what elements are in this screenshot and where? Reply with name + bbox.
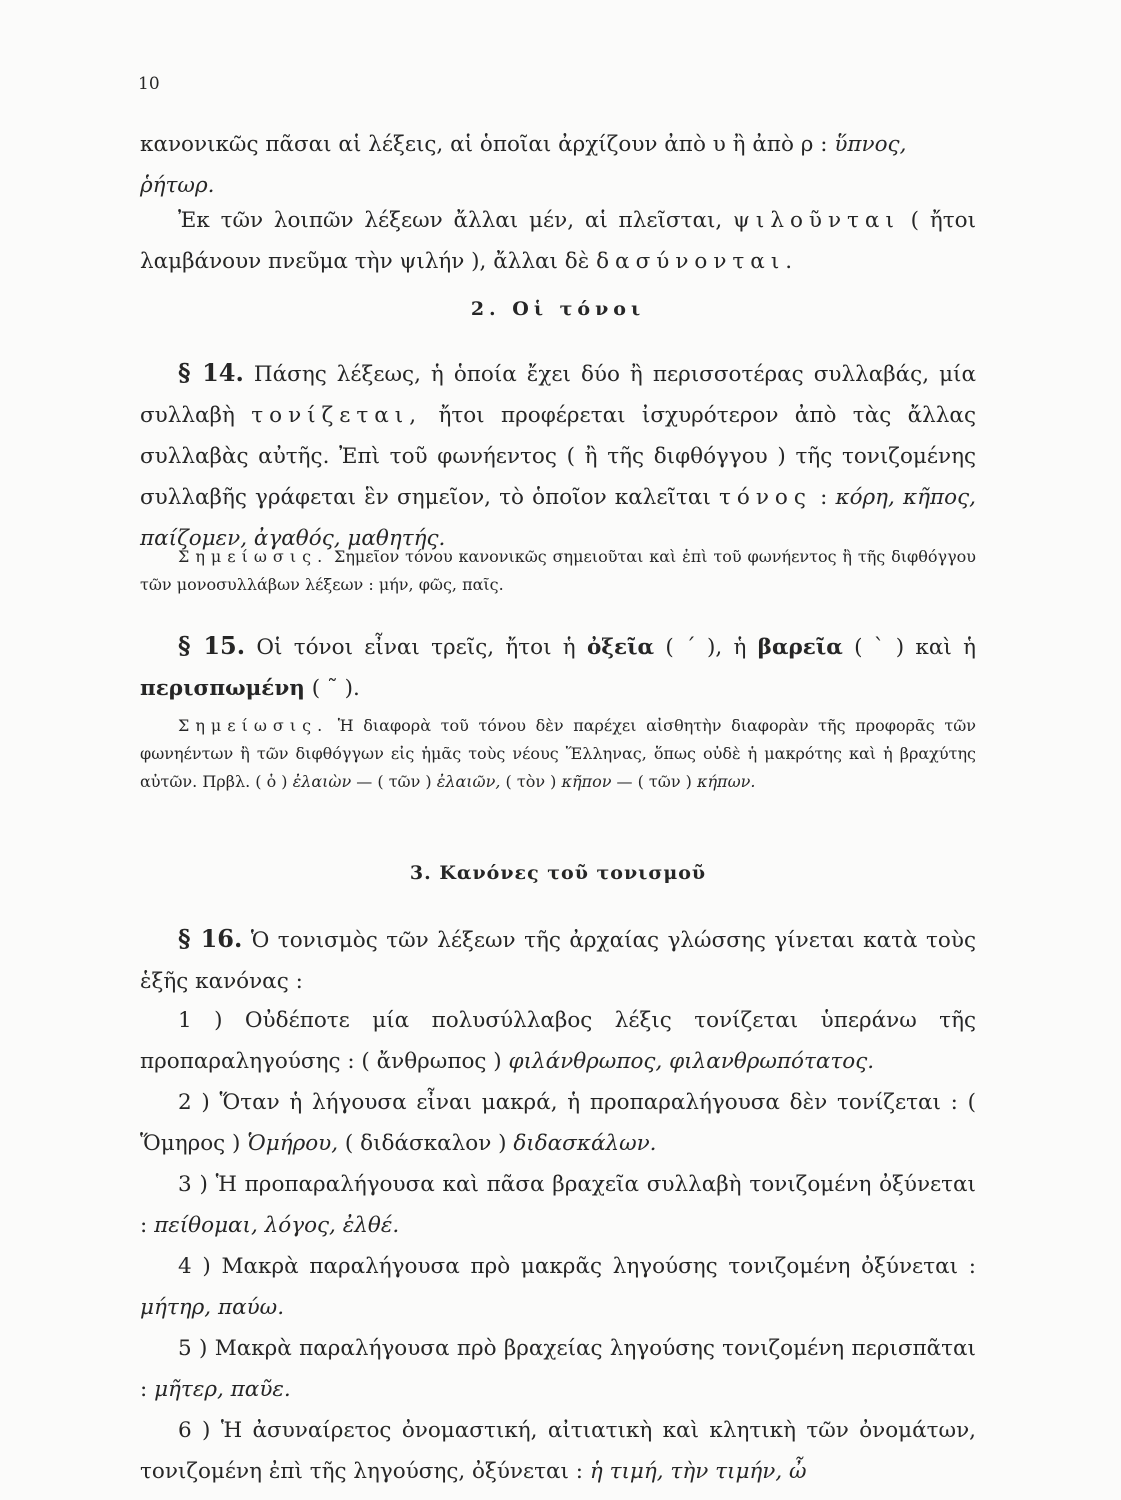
rule-4 [140,1246,976,1328]
heading-tones: 2. Οἱ τόνοι [470,298,646,320]
intro-example: ὕπνος, [834,132,907,157]
note-2-example-2: ἐλαιῶν, [436,772,501,791]
section-14-text: Πάσης λέξεως, ἡ ὁποία ἔχει δύο ἢ περισσοτέρας συλλαβάς, μία συλλαβὴ [140,362,976,428]
section-14-text-2: ἤτοι προφέρεται ἰσχυρότερον ἀπὸ τὰς ἄλλας συλλαβὰς αὐτῆς. Ἐπὶ τοῦ φωνήεντος ( ἢ τῆς διφθόγγου ) τῆς τονιζομένης συλλαβῆς γράφεται ἓν σημεῖον, τὸ ὁποῖον καλεῖται [140,403,976,510]
section-14-spaced-word: τονίζεται, [251,403,423,428]
rule-2-example-1: Ὁμήρου, [247,1131,339,1156]
section-14-examples: κόρη, κῆπος, παίζομεν, ἀγαθός, μαθητής. [140,485,976,551]
note-2-text: Ἡ διαφορὰ τοῦ τόνου δὲν παρέχει αἰσθητὴν διαφορὰν τῆς προφορᾶς τῶν φωνηέντων ἢ τῶν διφθόγγων εἰς ἡμᾶς τοὺς νέους Ἕλληνας, ὅπως οὐδὲ ἡ μακρότης καὶ ἡ βραχύτης αὐτῶν. Πρβλ. ( ὁ ) [140,716,976,791]
section-15-text-2: ( ´ ), ἡ [654,635,758,660]
heading-accent-rules: 3. Κανόνες τοῦ τονισμοῦ [409,862,707,884]
section-15-text: Οἱ τόνοι εἶναι τρεῖς, ἤτοι ἡ [256,635,587,660]
accent-perispomeni: περισπωμένη [140,676,305,701]
paragraph-intro [140,124,976,206]
note-2-text-4: — ( τῶν ) [611,772,697,791]
spirit-text: Ἐκ τῶν λοιπῶν λέξεων ἄλλαι μέν, αἱ πλεῖσται, [178,208,734,233]
rule-1-examples: φιλάνθρωπος, φιλανθρωπότατος. [508,1049,875,1074]
page-number: 10 [138,74,160,94]
rule-2-text: 2 ) Ὅταν ἡ λήγουσα εἶναι μακρά, ἡ προπαραλήγουσα δὲν τονίζεται : ( Ὅμηρος ) [140,1090,976,1156]
spirit-spaced-word-2: δασύνονται. [596,249,799,274]
rule-2 [140,1082,976,1164]
section-16 [140,918,976,1002]
rule-2-text-2: ( διδάσκαλον ) [338,1131,514,1156]
rule-1 [140,1000,976,1082]
rule-3-examples: πείθομαι, λόγος, ἐλθέ. [154,1213,400,1238]
rule-5-text: 5 ) Μακρὰ παραλήγουσα πρὸ βραχείας ληγούσης τονιζομένη περισπᾶται : [140,1336,976,1402]
note-2-example-4: κήπων. [696,772,756,791]
section-14-colon: : [811,485,836,510]
note-1 [140,543,976,599]
section-14 [140,352,976,559]
accent-bareia: βαρεῖα [757,635,843,660]
note-2-label: Σημείωσις. [178,716,329,735]
rule-6-text: 6 ) Ἡ ἀσυναίρετος ὀνομαστική, αἰτιατικὴ καὶ κλητικὴ τῶν ὀνομάτων, τονιζομένη ἐπὶ τῆς ληγούσης, ὀξύνεται : [140,1418,976,1484]
section-15 [140,625,976,709]
rule-5 [140,1328,976,1410]
rule-4-examples: μήτηρ, παύω. [140,1295,285,1320]
note-2-text-2: — ( τῶν ) [351,772,437,791]
section-15-text-3: ( ` ) καὶ ἡ [842,635,976,660]
rule-1-text: 1 ) Οὐδέποτε μία πολυσύλλαβος λέξις τονίζεται ὑπεράνω τῆς προπαραληγούσης : ( ἄνθρωπος ) [140,1008,976,1074]
intro-example-2: ῥήτωρ. [140,173,215,198]
note-2-text-3: ( τὸν ) [500,772,562,791]
rule-4-text: 4 ) Μακρὰ παραλήγουσα πρὸ μακρᾶς ληγούσης τονιζομένη ὀξύνεται : [178,1254,976,1279]
note-2-example-1: ἐλαιὼν [292,772,352,791]
spirit-spaced-word-1: ψιλοῦνται [733,208,900,233]
paragraph-spirit [140,200,976,282]
rule-5-examples: μῆτερ, παῦε. [154,1377,291,1402]
intro-text: κανονικῶς πᾶσαι αἱ λέξεις, αἱ ὁποῖαι ἀρχίζουν ἀπὸ υ ἢ ἀπὸ ρ : [140,132,835,157]
spirit-text-2: ( ἤτοι λαμβάνουν πνεῦμα τὴν ψιλήν ), ἄλλαι δὲ [140,208,976,274]
section-16-text: Ὁ τονισμὸς τῶν λέξεων τῆς ἀρχαίας γλώσσης γίνεται κατὰ τοὺς ἑξῆς κανόνας : [140,928,976,994]
rule-2-example-2: διδασκάλων. [513,1131,657,1156]
rule-3-text: 3 ) Ἡ προπαραλήγουσα καὶ πᾶσα βραχεῖα συλλαβὴ τονιζομένη ὀξύνεται : [140,1172,976,1238]
note-1-text: Σημεῖον τόνου κανονικῶς σημειοῦται καὶ ἐπὶ τοῦ φωνήεντος ἢ τῆς διφθόγγου τῶν μονοσυλλάβων λέξεων : μήν, φῶς, παῖς. [140,547,976,594]
note-2 [140,712,976,796]
rule-6-examples: ἡ τιμή, τὴν τιμήν, ὦ [589,1459,807,1484]
section-15-symbol: § 15. [178,631,246,660]
section-15-text-4: ( ˜ ). [304,676,360,701]
note-2-example-3: κῆπον [561,772,612,791]
section-14-spaced-word-2: τόνος [718,485,812,510]
section-14-symbol: § 14. [178,358,244,387]
rule-6 [140,1410,976,1492]
note-1-label: Σημείωσις. [178,547,329,566]
section-16-symbol: § 16. [178,924,243,953]
accent-oxeia: ὀξεῖα [586,635,655,660]
rule-3 [140,1164,976,1246]
